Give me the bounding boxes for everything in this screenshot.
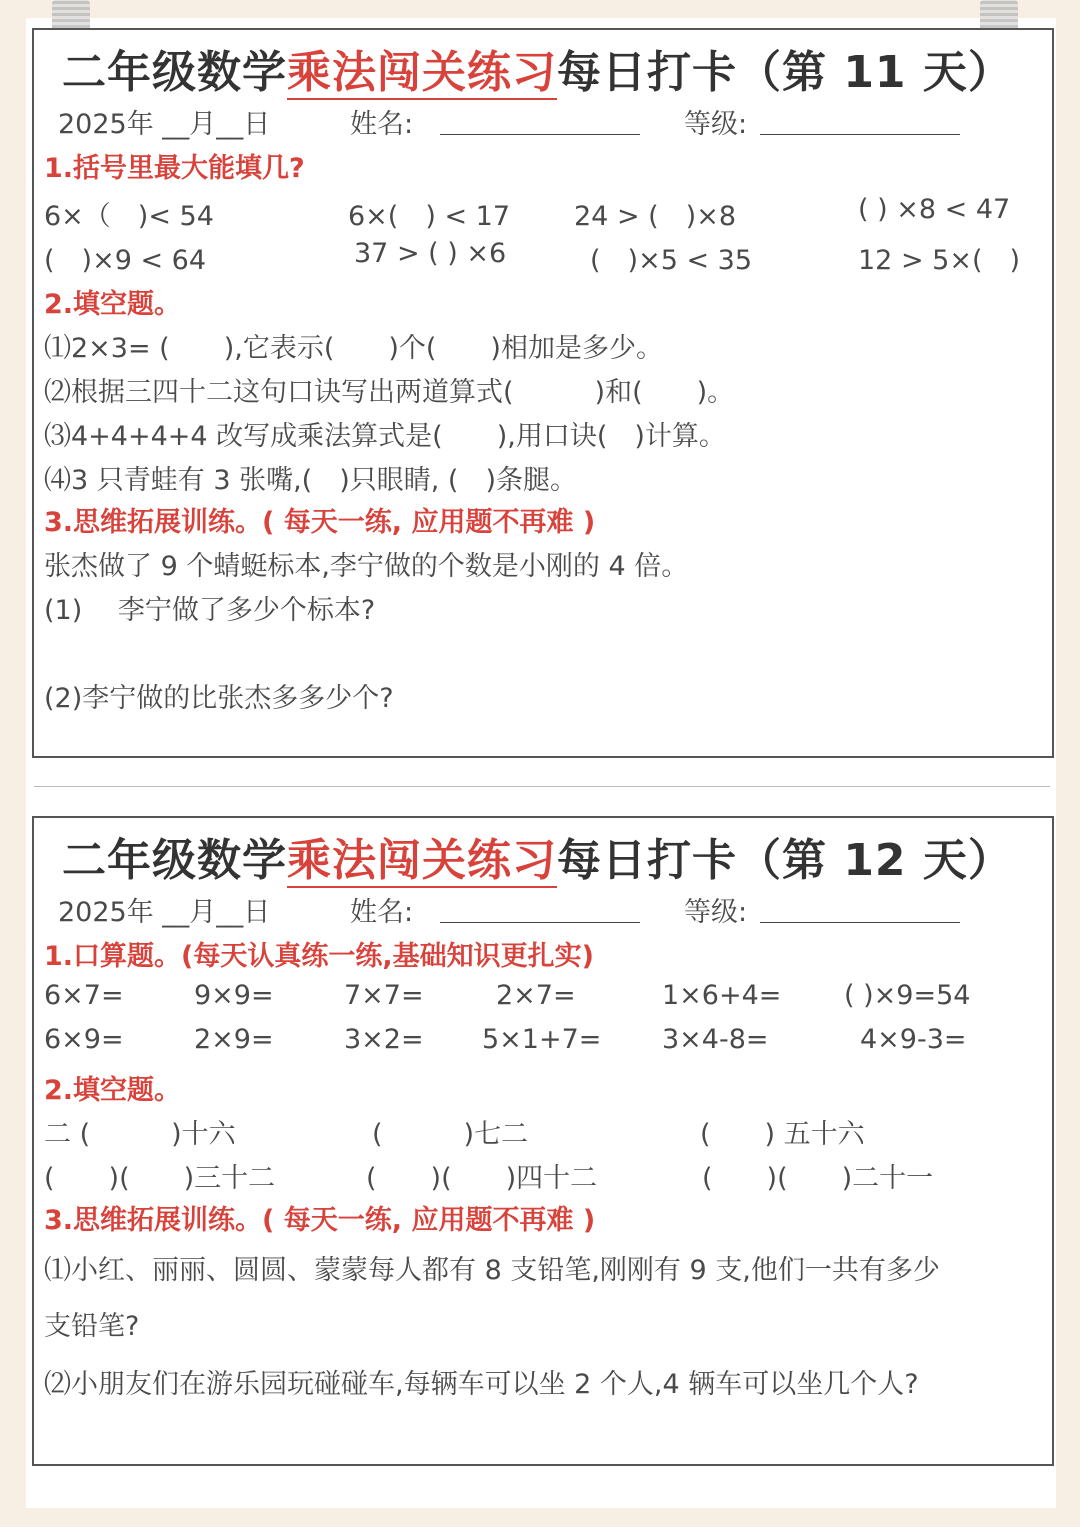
problem-item: 5×1+7=: [482, 1024, 602, 1055]
title-prefix: 二年级数学: [62, 47, 287, 98]
name-field[interactable]: [440, 134, 640, 135]
section-title: 2.填空题。: [44, 1075, 182, 1106]
page-title: [62, 824, 1042, 888]
problem-item: 3×2=: [344, 1024, 424, 1055]
fill-item: ( )( )三十二: [44, 1163, 276, 1194]
date-label: 2025年 __月__日: [58, 897, 271, 928]
problem-item: 24 > ( )×8: [574, 201, 737, 232]
problem-item: 9×9=: [194, 980, 274, 1011]
word-problem-question: ⑴小红、丽丽、圆圆、蒙蒙每人都有 8 支铅笔,刚刚有 9 支,他们一共有多少: [44, 1255, 940, 1286]
fill-item: ⑴2×3= ( ),它表示( )个( )相加是多少。: [44, 333, 663, 364]
problem-item: 6×（ )< 54: [44, 201, 214, 232]
problem-item: ( )×5 < 35: [590, 245, 753, 276]
grade-label: 等级:: [684, 897, 748, 928]
name-label: 姓名:: [350, 897, 414, 928]
section-title: 3.思维拓展训练。( 每天一练, 应用题不再难 ): [44, 1205, 596, 1236]
problem-item: 2×9=: [194, 1024, 274, 1055]
title-suffix: 每日打卡（第 11 天）: [557, 47, 1013, 98]
fill-item: ( )( )二十一: [702, 1163, 934, 1194]
fill-item: ⑶4+4+4+4 改写成乘法算式是( ),用口诀( )计算。: [44, 421, 726, 452]
word-problem-question: (1) 李宁做了多少个标本?: [44, 595, 376, 626]
title-prefix: 二年级数学: [62, 835, 287, 886]
problem-item: 6×7=: [44, 980, 124, 1011]
fill-item: ⑷3 只青蛙有 3 张嘴,( )只眼睛, ( )条腿。: [44, 465, 577, 496]
section-title: 3.思维拓展训练。( 每天一练, 应用题不再难 ): [44, 507, 596, 538]
problem-item: 6×9=: [44, 1024, 124, 1055]
title-highlight: 乘法闯关练习: [287, 835, 557, 886]
grade-field[interactable]: [760, 922, 960, 923]
fill-item: 二 ( )十六: [44, 1119, 236, 1150]
problem-item: 6×( ) < 17: [348, 201, 511, 232]
grade-field[interactable]: [760, 134, 960, 135]
page-title: [62, 36, 1042, 100]
problem-item: ( )×9 < 64: [44, 245, 207, 276]
divider: [34, 786, 1050, 787]
section-title: 2.填空题。: [44, 289, 182, 320]
problem-item: 12 > 5×( ): [858, 245, 1021, 276]
name-field[interactable]: [440, 922, 640, 923]
problem-item: 7×7=: [344, 980, 424, 1011]
title-suffix: 每日打卡（第 12 天）: [557, 835, 1013, 886]
word-problem-question: (2)李宁做的比张杰多多少个?: [44, 683, 394, 714]
problem-item: ( ) ×8 < 47: [858, 194, 1011, 225]
problem-item: 1×6+4=: [662, 980, 782, 1011]
title-highlight: 乘法闯关练习: [287, 47, 557, 98]
fill-item: ⑵根据三四十二这句口诀写出两道算式( )和( )。: [44, 377, 735, 408]
fill-item: ( )七二: [372, 1119, 529, 1150]
word-problem-text: 张杰做了 9 个蜻蜓标本,李宁做的个数是小刚的 4 倍。: [44, 551, 689, 582]
problem-item: 37 > ( ) ×6: [354, 238, 507, 269]
problem-item: 3×4-8=: [662, 1024, 769, 1055]
problem-item: ( )×9=54: [844, 980, 971, 1011]
fill-item: ( ) 五十六: [700, 1119, 865, 1150]
name-label: 姓名:: [350, 109, 414, 140]
problem-item: 4×9-3=: [860, 1024, 967, 1055]
section-title: 1.括号里最大能填几?: [44, 153, 305, 184]
fill-item: ( )( )四十二: [366, 1163, 598, 1194]
problem-item: 2×7=: [496, 980, 576, 1011]
word-problem-question: 支铅笔?: [44, 1311, 140, 1342]
section-title: 1.口算题。(每天认真练一练,基础知识更扎实): [44, 941, 594, 972]
day11-card: [32, 28, 1054, 758]
day12-card: [32, 816, 1054, 1466]
grade-label: 等级:: [684, 109, 748, 140]
date-label: 2025年 __月__日: [58, 109, 271, 140]
word-problem-question: ⑵小朋友们在游乐园玩碰碰车,每辆车可以坐 2 个人,4 辆车可以坐几个人?: [44, 1369, 919, 1400]
